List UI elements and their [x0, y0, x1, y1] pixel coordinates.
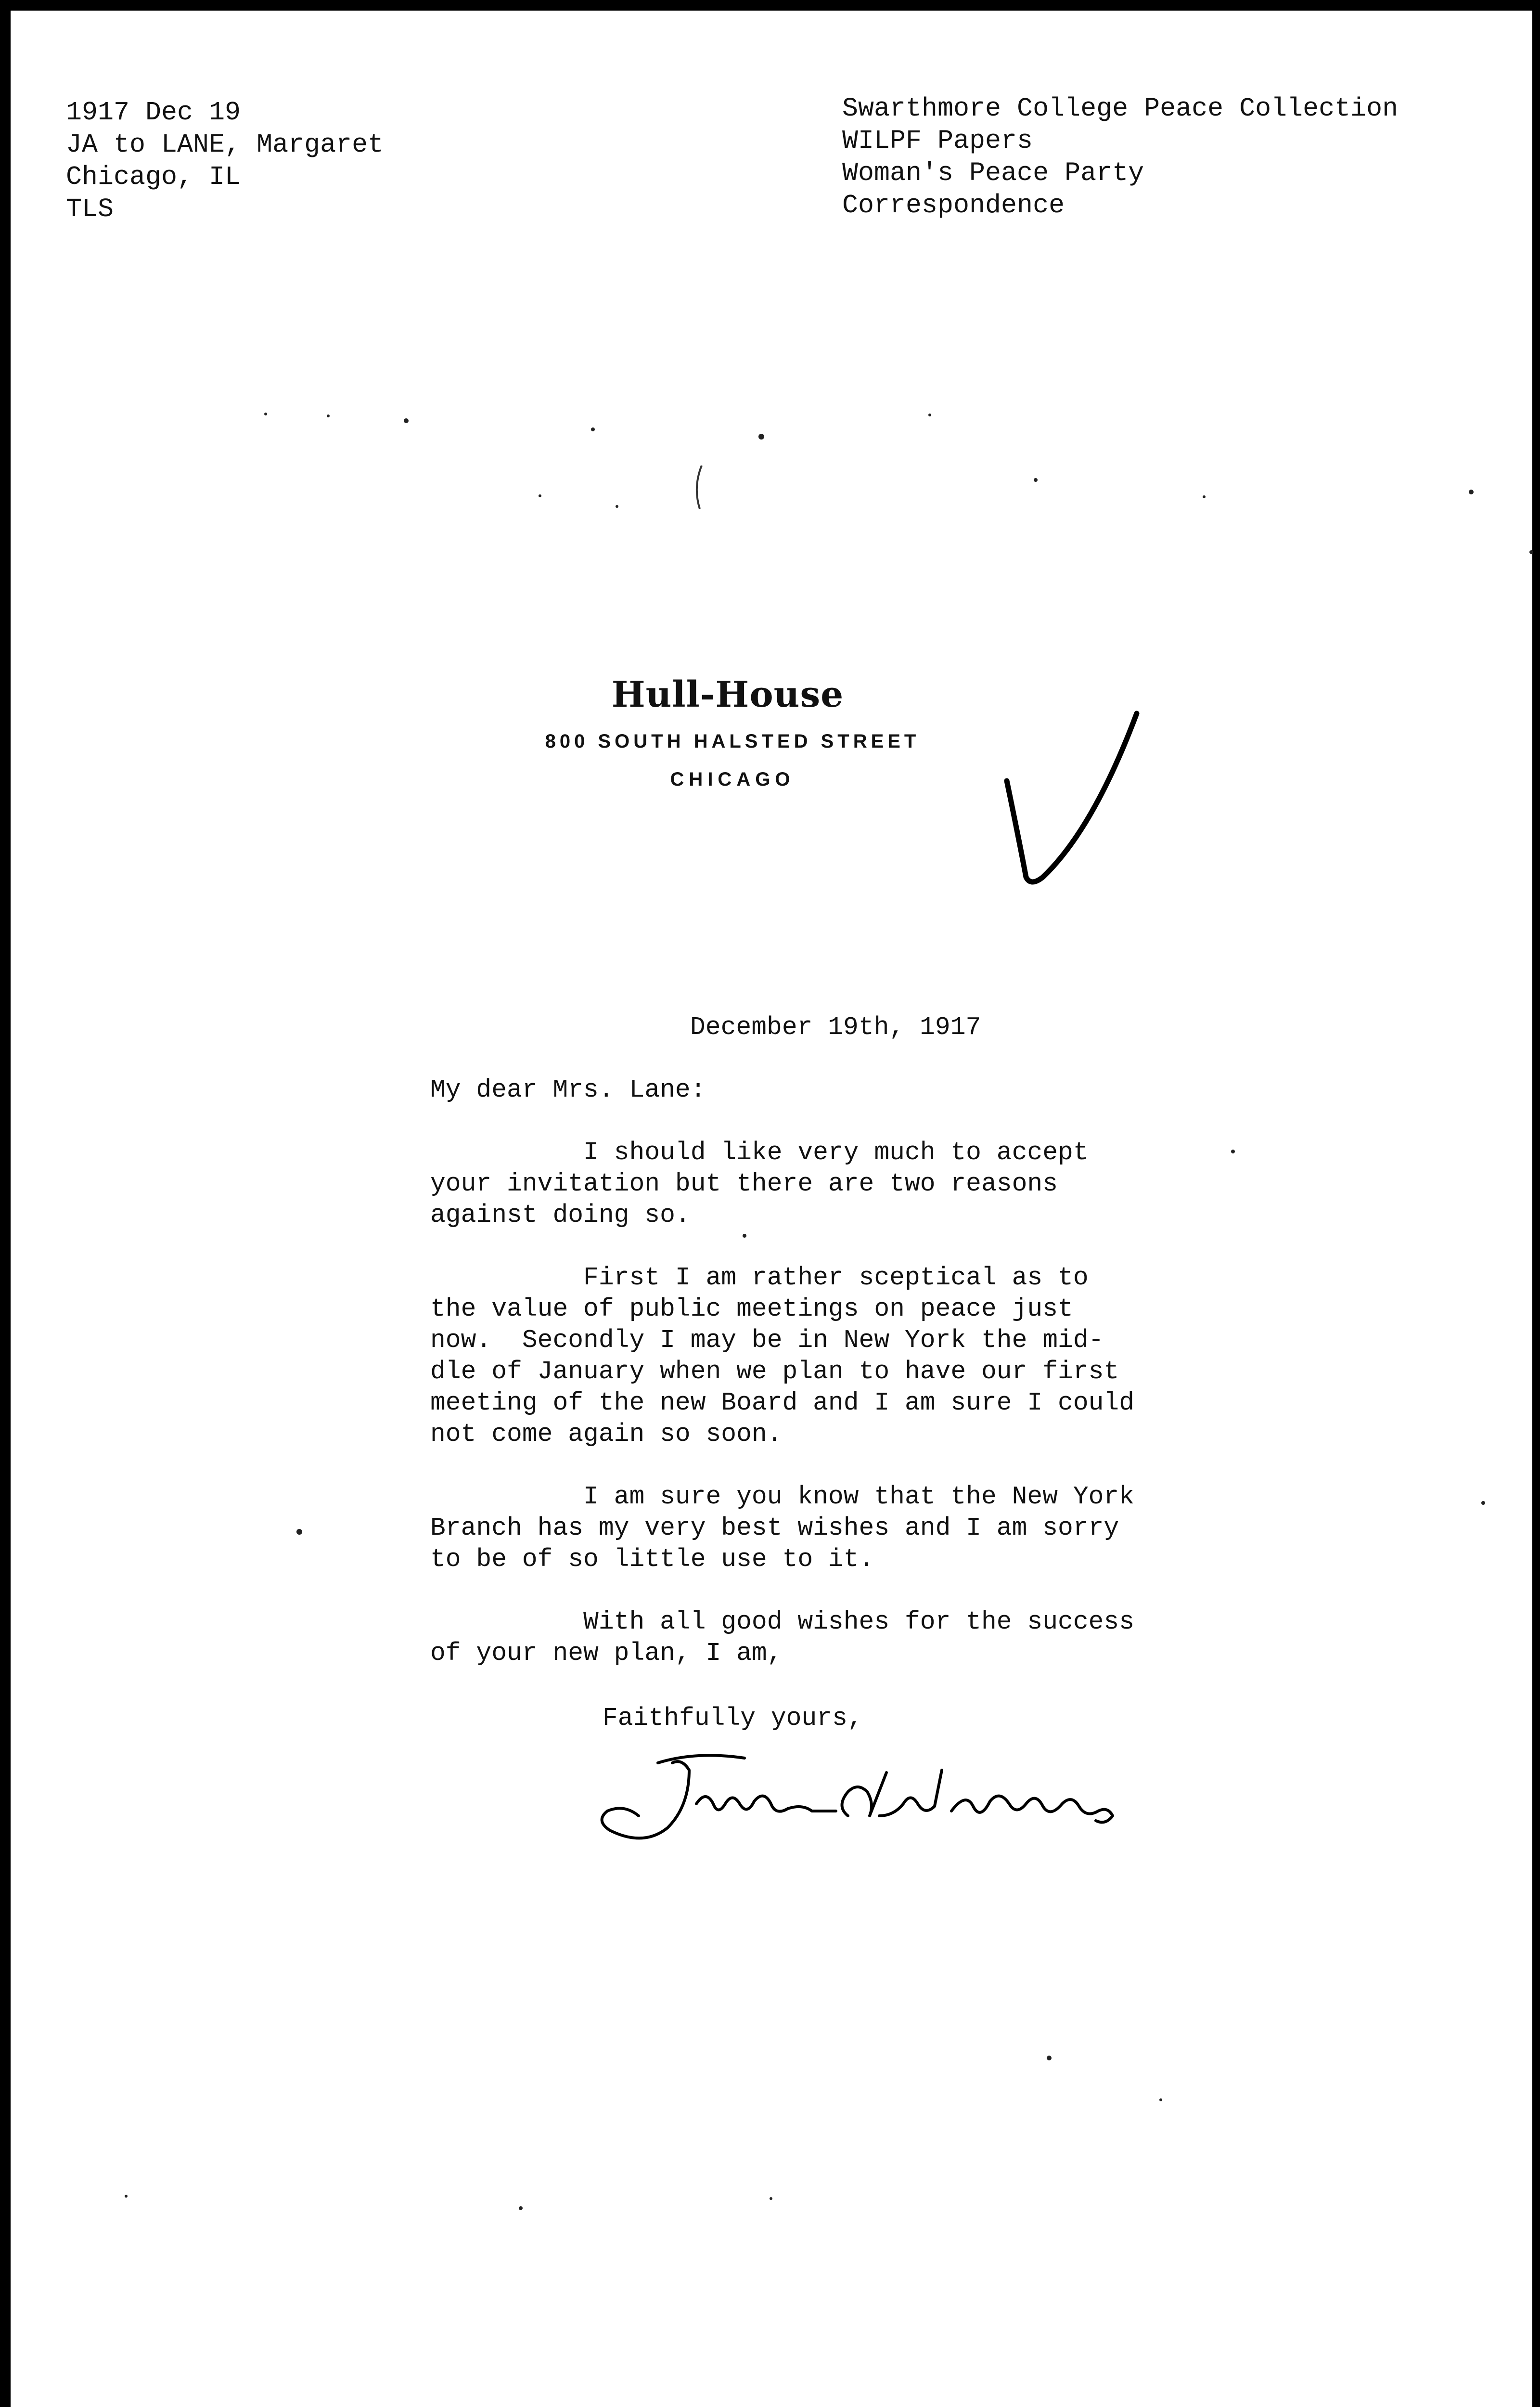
handwritten-signature	[586, 1744, 1163, 1854]
letterhead-name: Hull-House	[611, 674, 844, 715]
salutation: My dear Mrs. Lane:	[430, 1075, 706, 1104]
catalog-place: Chicago, IL	[66, 162, 241, 192]
paragraph-4: With all good wishes for the success of your new plan, I am,	[430, 1607, 1135, 1668]
collection-series: Woman's Peace Party	[842, 158, 1144, 188]
collection-papers: WILPF Papers	[842, 126, 1033, 156]
letter-date: December 19th, 1917	[690, 1013, 981, 1042]
collection-name: Swarthmore College Peace Collection	[842, 93, 1399, 124]
paragraph-1: I should like very much to accept your invitation but there are two reasons against doing so.	[430, 1138, 1089, 1229]
paragraph-2: First I am rather sceptical as to the value of public meetings on peace just now. Secondly I may be in New York the mid- dle of January when we plan to have our first meeting of the new Board and I am sure I could not come again so soon.	[430, 1263, 1135, 1449]
letterhead-street: 800 SOUTH HALSTED STREET	[545, 731, 920, 752]
catalog-date: 1917 Dec 19	[66, 97, 241, 128]
catalog-correspondents: JA to LANE, Margaret	[66, 129, 384, 160]
checkmark-annotation	[997, 694, 1156, 896]
closing: Faithfully yours,	[603, 1704, 863, 1733]
catalog-type: TLS	[66, 194, 114, 224]
collection-subseries: Correspondence	[842, 190, 1065, 220]
paragraph-3: I am sure you know that the New York Branch has my very best wishes and I am sorry to be of so little use to it.	[430, 1482, 1135, 1574]
letterhead-city: CHICAGO	[670, 769, 795, 790]
